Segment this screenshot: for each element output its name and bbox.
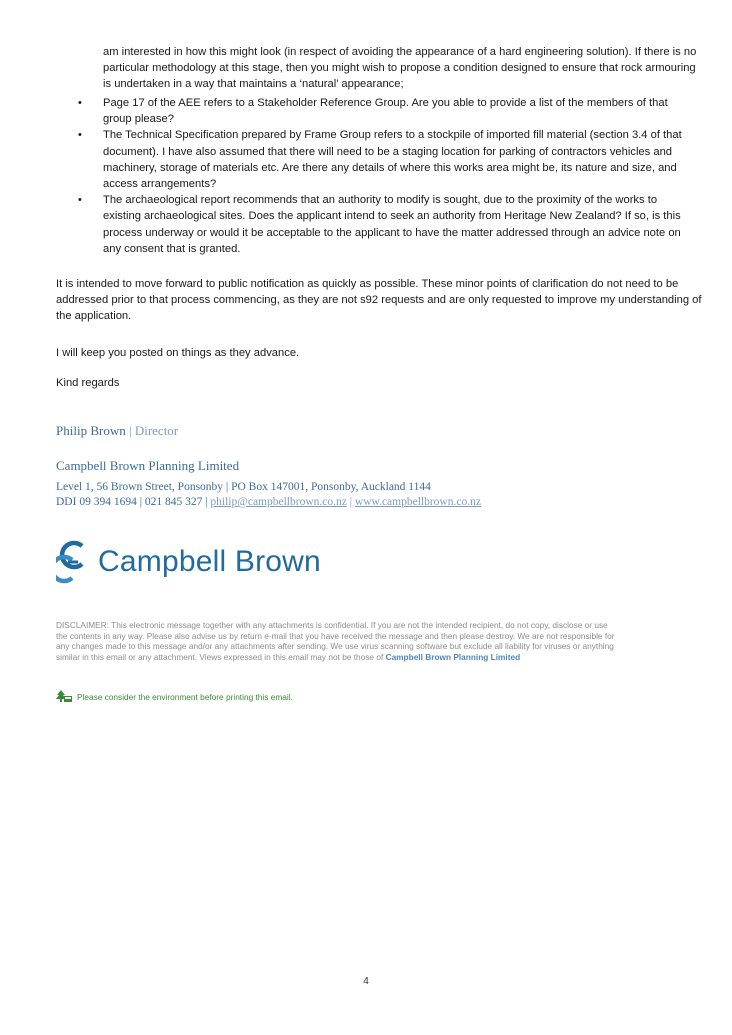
link-separator: | xyxy=(349,496,353,508)
page-number: 4 xyxy=(363,976,369,987)
disclaimer-text: DISCLAIMER: This electronic message together with any attachments is confidential. If you are not the intended recipient, do not copy, disclose or use the contents in any way. Please also advise us by return e-mail that you have received the message and then please destroy. We are not responsible for any changes made to this message and/or any attachments after sending. We use virus scanning software but exclude all liability for viruses or anything similar in this email or any attachment. Views expressed in this email may not be those of xyxy=(56,620,615,663)
email-link[interactable]: philip@campbellbrown.co.nz xyxy=(210,496,347,508)
bullet-icon: • xyxy=(78,194,82,207)
paragraph-notification: It is intended to move forward to public notification as quickly as possible. These minor points of clarification do not need to be addressed prior to that process commencing, as they are not s92 requests and are only requested to improve my understanding of the application. xyxy=(56,278,702,323)
list-item xyxy=(78,127,698,192)
list-item-text: The Technical Specification prepared by Frame Group refers to a stockpile of imported fill material (section 3.4 of that document). I have also assumed that there will need to be a staging location for parking of contractors vehicles and machinery, storage of materials etc. Are there any details of where this works area might be, its nature and size, and access arrangements? xyxy=(103,129,682,191)
logo-text: Campbell Brown xyxy=(98,545,321,578)
list-item xyxy=(78,95,698,127)
bullet-icon: • xyxy=(78,129,82,142)
tree-printer-icon xyxy=(56,690,72,704)
cb-monogram-icon xyxy=(56,538,90,586)
eco-text: Please consider the environment before printing this email. xyxy=(77,692,293,702)
disclaimer-company: Campbell Brown Planning Limited xyxy=(385,652,521,663)
signature-name: Philip Brown xyxy=(56,423,126,438)
signature-address: Level 1, 56 Brown Street, Ponsonby | PO Box 147001, Ponsonby, Auckland 1144 xyxy=(56,481,431,493)
email-disclaimer xyxy=(56,620,616,663)
signature-separator: | xyxy=(128,423,132,438)
website-link[interactable]: www.campbellbrown.co.nz xyxy=(354,496,481,508)
closing: Kind regards xyxy=(56,377,120,389)
company-logo xyxy=(56,534,321,590)
bullet-icon: • xyxy=(78,97,82,109)
list-item-text: The archaeological report recommends that an authority to modify is sought, due to the proximity of the works to existing archaeological sites. Does the applicant intend to seek an authority from Heritage New Zealand? If so, is this process underway or would it be acceptable to the applicant to have the matter addressed through an advice note on any consent that is granted. xyxy=(103,194,681,255)
signature-role: Director xyxy=(134,423,179,438)
list-item xyxy=(78,192,698,257)
signature-phones: DDI 09 394 1694 | 021 845 327 | xyxy=(56,496,208,508)
bullet-continuation: am interested in how this might look (in respect of avoiding the appearance of a hard engineering solution). If there is no particular methodology at this stage, then you might wish to propose a condition designed to ensure that rock armouring is undertaken in a way that maintains a ‘natural’ appearance; xyxy=(103,46,697,91)
signature-name-line xyxy=(56,423,178,439)
paragraph-update: I will keep you posted on things as they advance. xyxy=(56,347,300,359)
bullet-list xyxy=(78,95,698,257)
signature-company: Campbell Brown Planning Limited xyxy=(56,458,240,473)
eco-note xyxy=(56,690,293,704)
list-item-text: Page 17 of the AEE refers to a Stakeholder Reference Group. Are you able to provide a list of the members of that group please? xyxy=(103,97,668,126)
signature-contact xyxy=(56,496,481,508)
